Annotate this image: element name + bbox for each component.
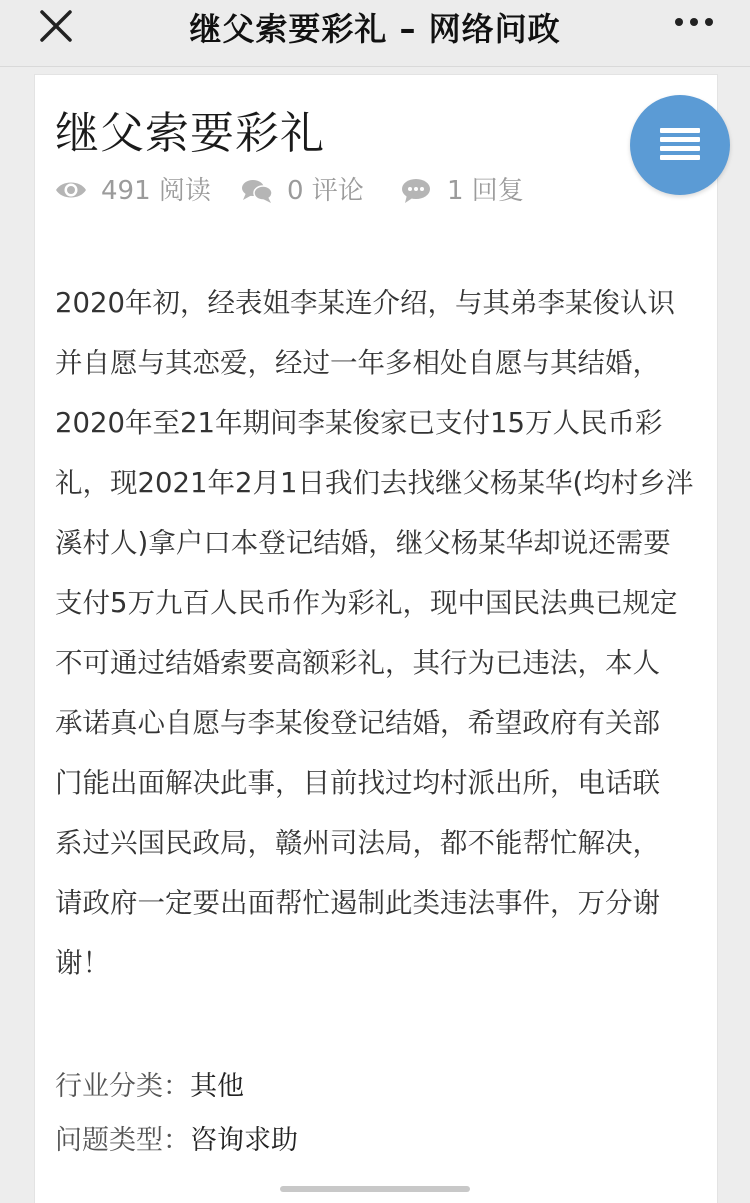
body-line: 礼，现2021年2月1日我们去找继父杨某华(均村乡泮 (55, 467, 694, 499)
body-line: 支付5万九百人民币作为彩礼，现中国民法典已规定 (55, 587, 678, 619)
problem-type-label: 问题类型： (55, 1125, 190, 1156)
body-line: 门能出面解决此事，目前找过均村派出所，电话联 (55, 767, 660, 799)
reply-icon (401, 178, 431, 204)
more-icon (674, 15, 714, 29)
read-count-label: 491 阅读 (101, 176, 211, 206)
top-bar (0, 0, 750, 67)
eye-icon (55, 178, 87, 202)
industry-category (55, 1067, 695, 1107)
body-line: 请政府一定要出面帮忙遏制此类违法事件，万分谢 (55, 887, 660, 919)
comment-icon (241, 178, 273, 204)
article-body (55, 273, 695, 993)
body-line: 系过兴国民政局，赣州司法局，都不能帮忙解决， (55, 827, 660, 859)
body-line: 溪村人)拿户口本登记结婚，继父杨某华却说还需要 (55, 527, 671, 559)
menu-button[interactable] (630, 95, 730, 195)
body-line: 2020年至21年期间李某俊家已支付15万人民币彩 (55, 407, 663, 439)
body-line: 2020年初，经表姐李某连介绍，与其弟李某俊认识 (55, 287, 675, 319)
problem-type (55, 1121, 695, 1161)
article-card (34, 74, 718, 1203)
more-button[interactable] (674, 14, 714, 28)
comment-count-label: 0 评论 (287, 176, 364, 206)
page-title: 继父索要彩礼 (55, 108, 325, 159)
body-line: 承诺真心自愿与李某俊登记结婚，希望政府有关部 (55, 707, 660, 739)
article-meta (55, 173, 615, 209)
problem-type-value: 咨询求助 (190, 1125, 298, 1156)
body-line: 谢！ (55, 947, 110, 979)
industry-label: 行业分类： (55, 1071, 190, 1102)
window-title: 继父索要彩礼 – 网络问政 (189, 10, 561, 48)
body-line: 不可通过结婚索要高额彩礼，其行为已违法，本人 (55, 647, 660, 679)
reply-count-label: 1 回复 (447, 176, 524, 206)
home-indicator (280, 1186, 470, 1192)
industry-value: 其他 (190, 1071, 244, 1102)
body-line: 并自愿与其恋爱，经过一年多相处自愿与其结婚， (55, 347, 660, 379)
